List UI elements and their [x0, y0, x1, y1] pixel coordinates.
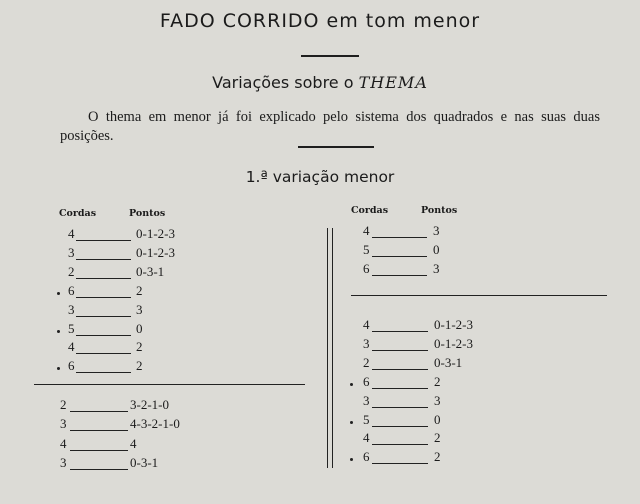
pontos-value: 4: [130, 435, 137, 451]
pontos-value: 3: [136, 301, 143, 317]
subtitle-prefix: Variações sobre o: [212, 73, 354, 92]
pontos-value: 0: [136, 320, 143, 336]
corda-number: 2: [363, 354, 370, 370]
corda-number: 5: [363, 241, 370, 257]
pontos-value: 3: [433, 260, 440, 276]
corda-number: 4: [363, 317, 370, 332]
corda-number: 5: [68, 320, 75, 336]
corda-number: 3: [68, 301, 75, 317]
leader-line: [70, 430, 128, 431]
leader-line: [372, 463, 428, 464]
pontos-value: 0-1-2-3: [434, 335, 473, 351]
leader-line: [70, 411, 128, 412]
bullet-dot: [350, 458, 353, 461]
corda-number: 6: [363, 449, 370, 465]
corda-number: 3: [60, 416, 67, 432]
corda-number: 4: [68, 226, 75, 241]
leader-line: [76, 372, 131, 373]
leader-line: [76, 316, 131, 317]
leader-line: [372, 237, 427, 238]
leader-line: [70, 450, 128, 451]
pontos-value: 2: [434, 373, 441, 389]
pontos-value: 2: [136, 339, 143, 355]
subtitle: [0, 73, 640, 92]
leader-line: [372, 369, 428, 370]
pontos-value: 2: [136, 358, 143, 374]
leader-line: [76, 335, 131, 336]
leader-line: [372, 388, 428, 389]
pontos-value: 0: [434, 411, 441, 427]
corda-number: 4: [68, 339, 75, 355]
pontos-value: 0: [433, 241, 440, 257]
corda-number: 2: [60, 397, 67, 412]
corda-number: 3: [68, 244, 75, 260]
leader-line: [372, 275, 427, 276]
intro-paragraph: O thema em menor já foi explicado pelo sistema dos quadrados e nas suas duas posições.: [60, 109, 600, 144]
corda-number: 4: [363, 223, 370, 238]
pontos-value: 4-3-2-1-0: [130, 416, 180, 432]
bullet-dot: [350, 421, 353, 424]
column-rule-left: [327, 228, 328, 468]
corda-number: 5: [363, 411, 370, 427]
leader-line: [372, 256, 427, 257]
section-title: 1.ª variação menor: [245, 168, 395, 186]
bullet-dot: [57, 367, 60, 370]
pontos-value: 3: [433, 223, 440, 238]
pontos-value: 0-1-2-3: [136, 244, 175, 260]
leader-line: [372, 350, 428, 351]
pontos-value: 0-3-1: [130, 454, 159, 470]
corda-number: 4: [363, 430, 370, 446]
pontos-value: 2: [434, 449, 441, 465]
pontos-value: 2: [434, 430, 441, 446]
right-header-pontos: Pontos: [421, 205, 458, 216]
pontos-value: 0-3-1: [136, 263, 165, 279]
leader-line: [76, 240, 131, 241]
right-table-divider: [351, 295, 607, 296]
corda-number: 3: [363, 392, 370, 408]
corda-number: 6: [363, 373, 370, 389]
corda-number: 2: [68, 263, 75, 279]
left-table-divider: [34, 384, 305, 385]
corda-number: 3: [363, 335, 370, 351]
leader-line: [76, 297, 131, 298]
leader-line: [372, 407, 428, 408]
bullet-dot: [350, 383, 353, 386]
leader-line: [76, 278, 131, 279]
bullet-dot: [57, 330, 60, 333]
column-rule-right: [332, 228, 333, 468]
pontos-value: 0-3-1: [434, 354, 463, 370]
corda-number: 6: [68, 282, 75, 298]
leader-line: [76, 259, 131, 260]
pontos-value: 3-2-1-0: [130, 397, 169, 412]
intro-divider: [298, 146, 374, 148]
corda-number: 3: [60, 454, 67, 470]
right-header-cordas: Cordas: [351, 205, 389, 216]
pontos-value: 0-1-2-3: [434, 317, 473, 332]
corda-number: 6: [68, 358, 75, 374]
title-divider: [301, 55, 359, 57]
leader-line: [372, 331, 428, 332]
leader-line: [372, 444, 428, 445]
pontos-value: 3: [434, 392, 441, 408]
leader-line: [70, 469, 128, 470]
page-title: FADO CORRIDO em tom menor: [159, 10, 481, 32]
pontos-value: 2: [136, 282, 143, 298]
left-header-cordas: Cordas: [59, 208, 97, 219]
subtitle-thema: THEMA: [358, 73, 428, 92]
leader-line: [76, 353, 131, 354]
pontos-value: 0-1-2-3: [136, 226, 175, 241]
corda-number: 6: [363, 260, 370, 276]
leader-line: [372, 426, 428, 427]
bullet-dot: [57, 292, 60, 295]
left-header-pontos: Pontos: [129, 208, 166, 219]
corda-number: 4: [60, 435, 67, 451]
